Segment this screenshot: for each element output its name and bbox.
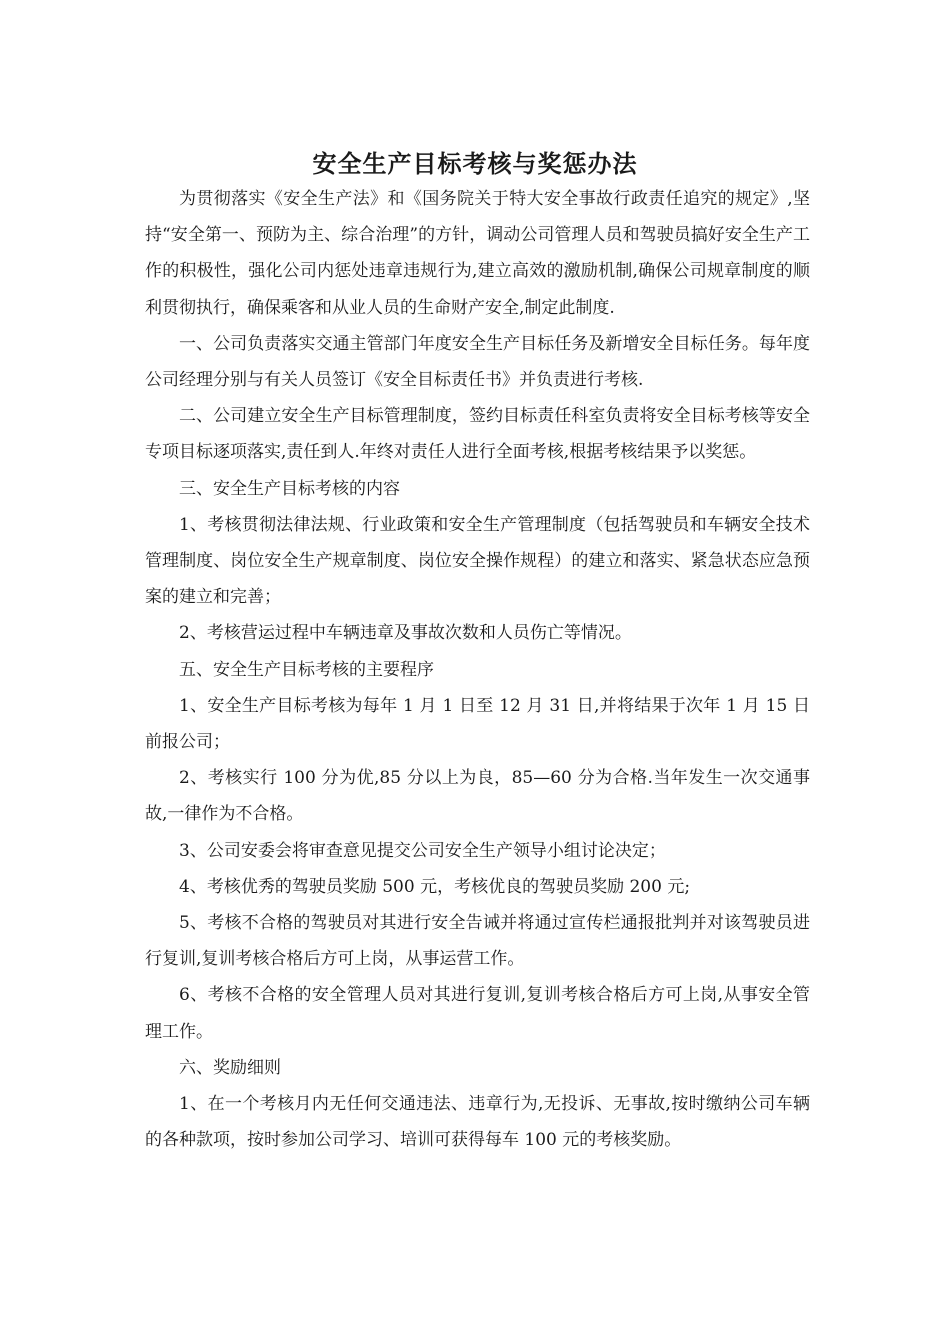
document-body	[145, 181, 810, 1158]
paragraph-item: 1、安全生产目标考核为每年 1 月 1 日至 12 月 31 日,并将结果于次年 1 月 15 日前报公司；	[145, 695, 810, 753]
paragraph-item: 4、考核优秀的驾驶员奖励 500 元，考核优良的驾驶员奖励 200 元;	[179, 876, 691, 897]
section-heading-6: 六、奖励细则	[179, 1057, 281, 1078]
paragraph-item: 2、考核实行 100 分为优,85 分以上为良，85—60 分为合格.当年发生一次交通事故,一律作为不合格。	[145, 768, 810, 825]
paragraph-section-1: 一、公司负责落实交通主管部门年度安全生产目标任务及新增安全目标任务。每年度公司经理分别与有关人员签订《安全目标责任书》并负责进行考核.	[145, 333, 810, 391]
paragraph-item: 1、在一个考核月内无任何交通违法、违章行为,无投诉、无事故,按时缴纳公司车辆的各种款项，按时参加公司学习、培训可获得每车 100 元的考核奖励。	[145, 1094, 810, 1151]
document-title: 安全生产目标考核与奖惩办法	[312, 149, 638, 179]
paragraph-section-2: 二、公司建立安全生产目标管理制度，签约目标责任科室负责将安全目标考核等安全专项目标逐项落实,责任到人.年终对责任人进行全面考核,根据考核结果予以奖惩。	[145, 406, 810, 463]
section-heading-3: 三、安全生产目标考核的内容	[179, 478, 400, 499]
paragraph-item: 1、考核贯彻法律法规、行业政策和安全生产管理制度（包括驾驶员和车辆安全技术管理制度、岗位安全生产规章制度、岗位安全操作规程）的建立和落实、紧急状态应急预案的建立和完善；	[145, 514, 810, 608]
paragraph-item: 2、考核营运过程中车辆违章及事故次数和人员伤亡等情况。	[179, 623, 632, 644]
paragraph-item: 3、公司安委会将审查意见提交公司安全生产领导小组讨论决定；	[179, 840, 666, 861]
paragraph-item: 5、考核不合格的驾驶员对其进行安全告诫并将通过宣传栏通报批判并对该驾驶员进行复训,复训考核合格后方可上岗，从事运营工作。	[145, 913, 810, 970]
section-heading-5: 五、安全生产目标考核的主要程序	[179, 659, 434, 680]
paragraph-item: 6、考核不合格的安全管理人员对其进行复训,复训考核合格后方可上岗,从事安全管理工作。	[145, 985, 810, 1042]
paragraph-intro: 为贯彻落实《安全生产法》和《国务院关于特大安全事故行政责任追究的规定》,坚持“安全第一、预防为主、综合治理”的方针，调动公司管理人员和驾驶员搞好安全生产工作的积极性，强化公司内惩处违章违规行为,建立高效的激励机制,确保公司规章制度的顺利贯彻执行，确保乘客和从业人员的生命财产安全,制定此制度.	[145, 189, 810, 318]
